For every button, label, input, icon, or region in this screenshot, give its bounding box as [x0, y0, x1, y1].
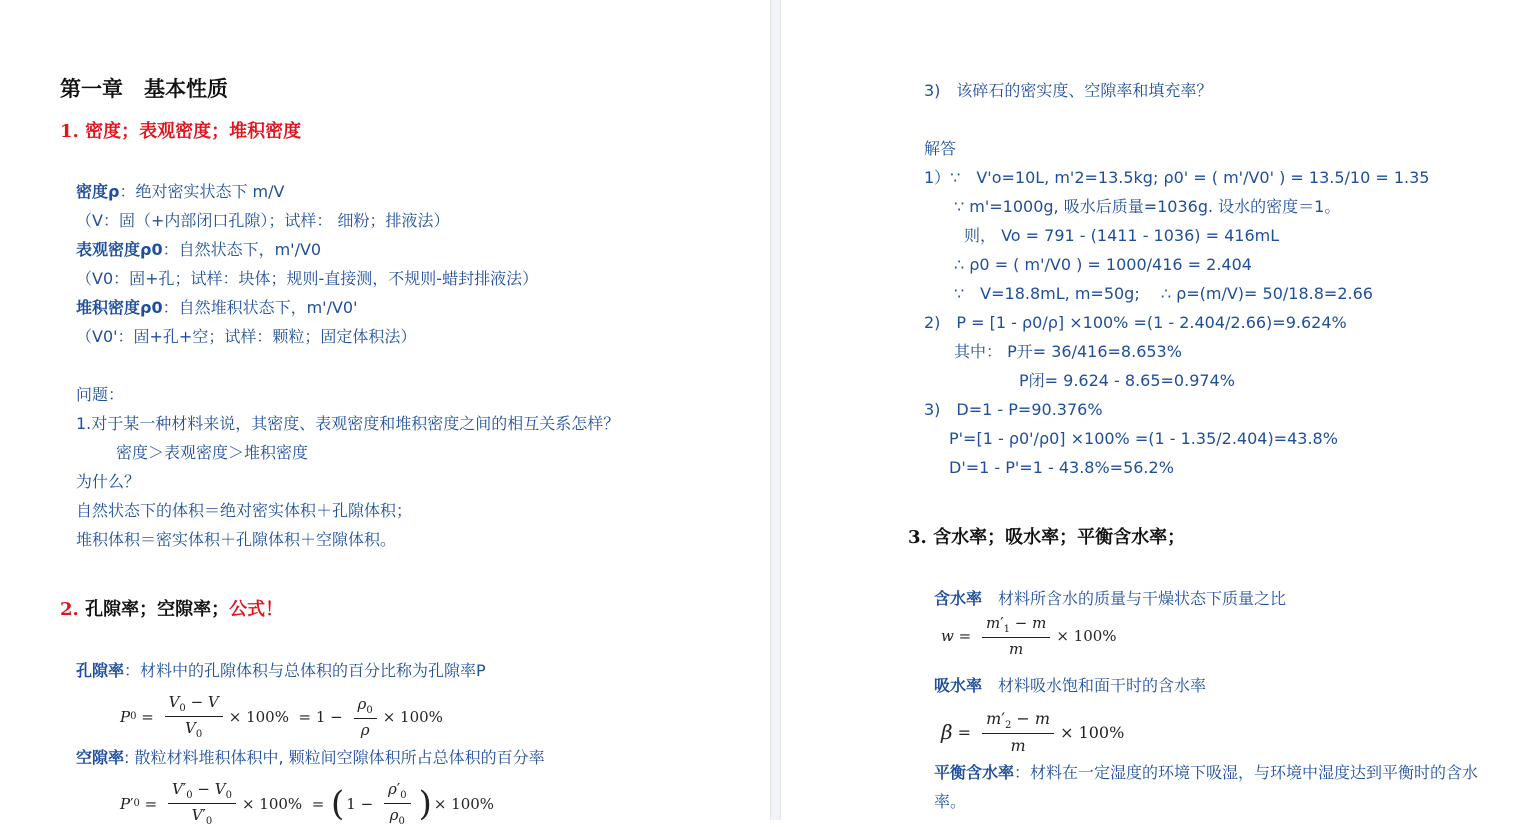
density-relation: 密度＞表观密度＞堆积密度: [116, 443, 309, 462]
answer-line: ∴ ρ0 = ( m'/V0 ) = 1000/416 = 2.404: [954, 255, 1252, 274]
equilibrium-moisture-def-cont: 率。: [934, 792, 967, 811]
moisture-content-def: 材料所含水的质量与干燥状态下质量之比: [982, 589, 1287, 608]
density-definition: [76, 181, 284, 203]
moisture-content-definition: [934, 588, 1286, 610]
question-3: 3) 该碎石的密实度、空隙率和填充率？: [924, 81, 1213, 100]
void-ratio-formula: P ′ 0 = $\frac{V'_0 - V_0}{V'_0}$ × 100% = ( 1 − $\frac{\rho'_0}{\rho_0}$ ) × 100%: [120, 780, 495, 827]
section-1-title: 密度；表观密度；堆积密度: [85, 121, 302, 142]
reason-1: 自然状态下的体积＝绝对密实体积＋孔隙体积；: [76, 501, 413, 520]
equilibrium-moisture-def: ：材料在一定湿度的环境下吸湿，与环境中湿度达到平衡时的含水: [1014, 763, 1479, 782]
void-ratio-def: : 散粒材料堆积体积中, 颗粒间空隙体积所占总体积的百分率: [124, 748, 545, 767]
section-3-number: 3.: [908, 527, 927, 548]
answer-line: D'=1 - P'=1 - 43.8%=56.2%: [949, 458, 1174, 477]
answer-line: 2) P = [1 - ρ0/ρ] ×100% =(1 - 2.404/2.66)=9.624%: [924, 313, 1347, 332]
answer-line: 其中： P开= 36/416=8.653%: [954, 342, 1182, 361]
section-1-heading: [60, 121, 301, 143]
section-3-heading: [908, 527, 1185, 549]
water-absorption-def: 材料吸水饱和面干时的含水率: [982, 676, 1207, 695]
water-absorption-formula: β = $\frac{m'_2 - m}{m}$ × 100%: [941, 709, 1125, 756]
bulk-density-def: ：自然堆积状态下，m'/V0': [162, 298, 358, 317]
equilibrium-moisture-term: 平衡含水率: [934, 763, 1015, 782]
answer-line: 则， Vo = 791 - (1411 - 1036) = 416mL: [964, 226, 1280, 245]
answer-line: P'=[1 - ρ0'/ρ0] ×100% =(1 - 1.35/2.404)=43.8%: [949, 429, 1338, 448]
page-gutter: [770, 0, 781, 820]
answer-line: 3) D=1 - P=90.376%: [924, 400, 1103, 419]
why-text: 为什么？: [76, 472, 141, 491]
density-note: （V：固（+内部闭口孔隙）；试样： 细粉；排液法）: [76, 211, 450, 230]
water-absorption-term: 吸水率: [934, 676, 983, 695]
porosity-definition: [76, 660, 486, 682]
porosity-formula: P 0 = $\frac{V_0 - V}{V_0}$ × 100% = 1 − $\frac{\rho_0}{\rho}$ × 100%: [120, 693, 443, 740]
apparent-density-definition: [76, 239, 321, 261]
apparent-density-note: （V0：固+孔；试样：块体；规则-直接测，不规则-蜡封排液法）: [76, 269, 539, 288]
section-3-title: 含水率；吸水率；平衡含水率；: [933, 527, 1186, 548]
apparent-density-term: 表观密度ρ0: [76, 240, 163, 259]
moisture-content-term: 含水率: [934, 589, 983, 608]
section-2-title: 孔隙率；空隙率；: [85, 599, 230, 620]
apparent-density-def: ：自然状态下，m'/V0: [162, 240, 322, 259]
water-absorption-definition: [934, 675, 1206, 697]
chapter-title: 第一章 基本性质: [60, 77, 228, 101]
section-2-number: 2.: [60, 599, 79, 620]
equilibrium-moisture-definition: [934, 762, 1478, 784]
bulk-density-definition: [76, 297, 358, 319]
porosity-term: 孔隙率: [76, 661, 125, 680]
reason-2: 堆积体积＝密实体积＋孔隙体积＋空隙体积。: [76, 530, 397, 549]
void-ratio-definition: [76, 747, 545, 769]
answer-line: ∵ V=18.8mL, m=50g; ∴ ρ=(m/V)= 50/18.8=2.66: [954, 284, 1373, 303]
void-ratio-term: 空隙率: [76, 748, 125, 767]
moisture-content-formula: w = $\frac{m'_1 - m}{m}$ × 100%: [941, 614, 1117, 658]
question-label: 问题：: [76, 385, 125, 404]
porosity-def: ：材料中的孔隙体积与总体积的百分比称为孔隙率P: [124, 661, 486, 680]
answer-label: 解答: [924, 139, 957, 158]
bulk-density-term: 堆积密度ρ0: [76, 298, 163, 317]
answer-line: 1）∵ V'o=10L, m'2=13.5kg; ρ0' = ( m'/V0' ) = 13.5/10 = 1.35: [924, 168, 1430, 187]
density-def: ：绝对密实状态下 m/V: [119, 182, 285, 201]
answer-line: P闭= 9.624 - 8.65=0.974%: [1019, 371, 1235, 390]
document-page-right: [781, 0, 1525, 820]
question-1: 1.对于某一种材料来说，其密度、表观密度和堆积密度之间的相互关系怎样？: [76, 414, 620, 433]
section-2-title-red: 公式！: [229, 599, 284, 620]
bulk-density-note: （V0'：固+孔+空；试样：颗粒；固定体积法）: [76, 327, 417, 346]
density-term: 密度ρ: [76, 182, 120, 201]
section-2-heading: [60, 599, 283, 621]
section-1-number: 1.: [60, 121, 79, 142]
answer-line: ∵ m'=1000g, 吸水后质量=1036g. 设水的密度＝1。: [954, 197, 1341, 216]
